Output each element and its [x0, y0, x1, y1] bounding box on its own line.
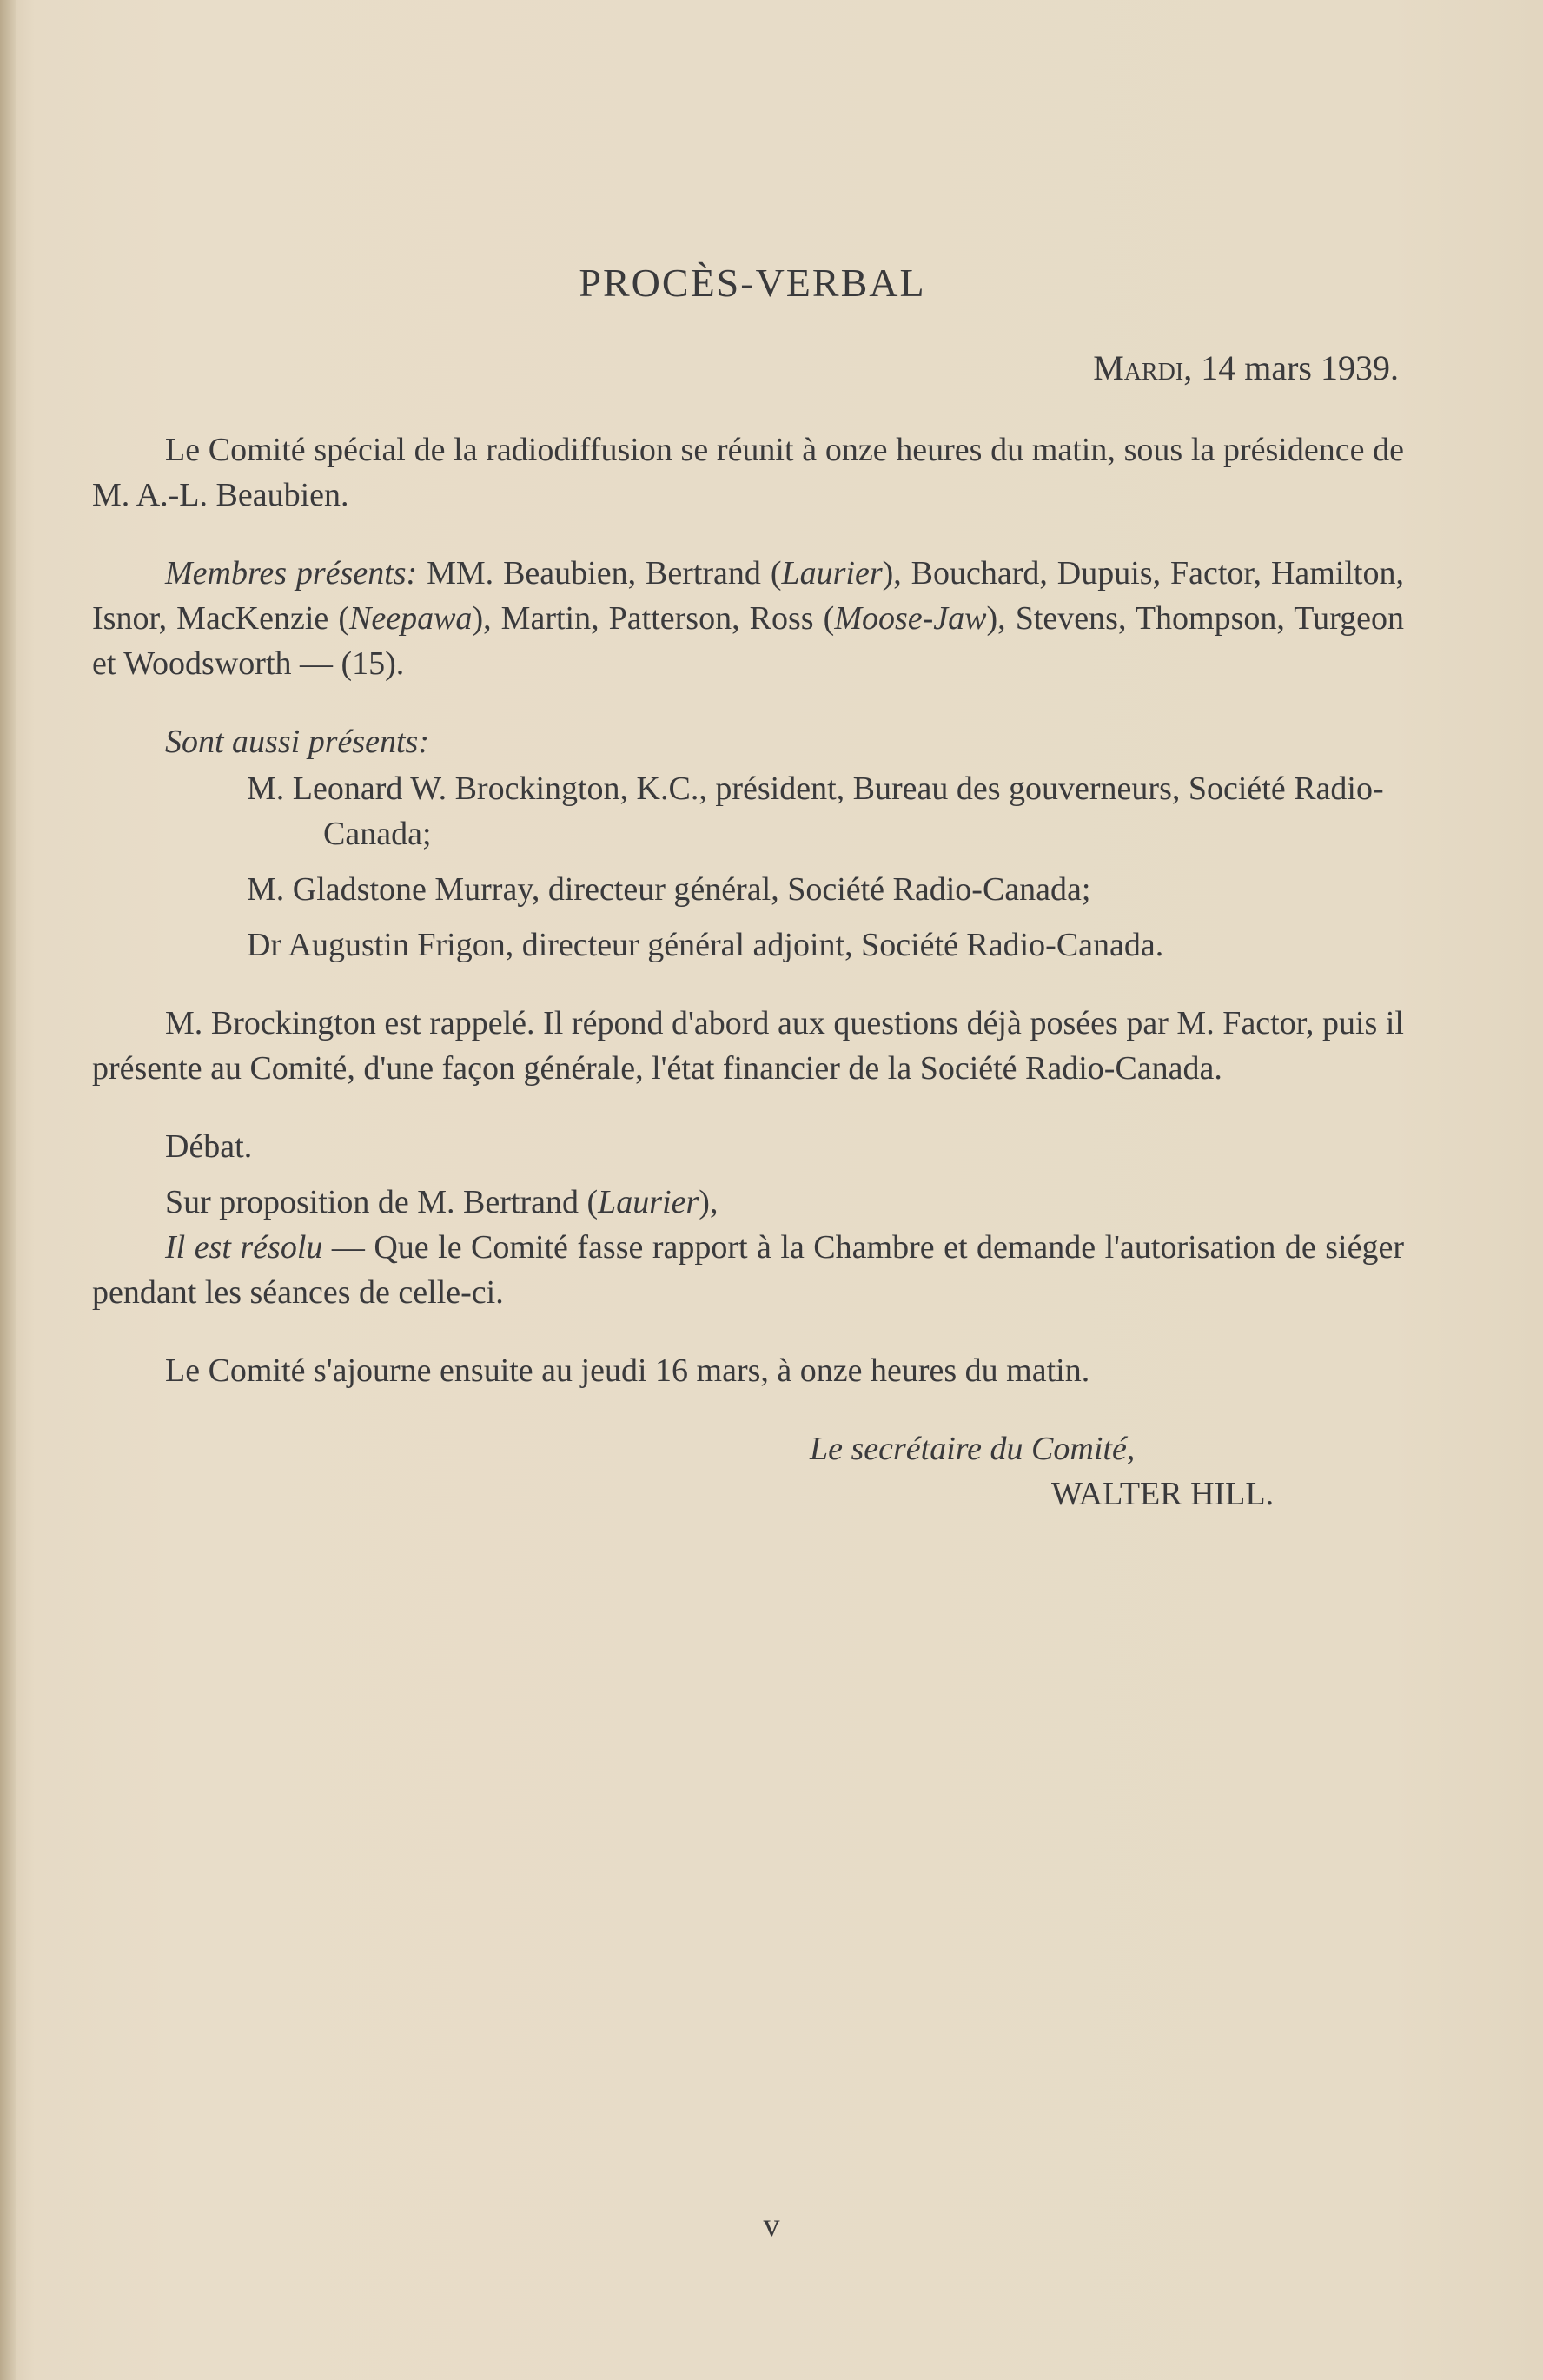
- resolution-paragraph: Il est résolu — Que le Comité fasse rapport à la Chambre et demande l'autorisation de siéger pendant les séances de celle-ci.: [92, 1229, 1404, 1311]
- page-number: v: [763, 2207, 780, 2244]
- intro-paragraph: Le Comité spécial de la radiodiffusion se réunit à onze heures du matin, sous la présidence de M. A.-L. Beaubien.: [92, 432, 1404, 513]
- also-present-heading: Sont aussi présents:: [165, 724, 429, 760]
- signature-block: [810, 1426, 1404, 1517]
- debate-line: Débat.: [165, 1128, 253, 1165]
- minutes-body: [92, 261, 1404, 1517]
- attendee-entry: M. Leonard W. Brockington, K.C., président, Bureau des gouverneurs, Société Radio-Canada;: [247, 770, 1384, 852]
- page-title: PROCÈS-VERBAL: [579, 261, 926, 305]
- signature-role: Le secrétaire du Comité,: [810, 1431, 1136, 1467]
- attendee-entry: Dr Augustin Frigon, directeur général adjoint, Société Radio-Canada.: [247, 927, 1164, 963]
- recall-paragraph: M. Brockington est rappelé. Il répond d'abord aux questions déjà posées par M. Factor, puis il présente au Comité, d'une façon générale, l'état financier de la Société Radio-Canada.: [92, 1005, 1404, 1087]
- signature-name: WALTER HILL.: [1051, 1476, 1275, 1512]
- members-present: Membres présents: MM. Beaubien, Bertrand (Laurier), Bouchard, Dupuis, Factor, Hamilton, Isnor, MacKenzie (Neepawa), Martin, Patterson, Ross (Moose-Jaw), Stevens, Thompson, Turgeon et Woodsworth — (15).: [92, 555, 1405, 682]
- attendee-entry: M. Gladstone Murray, directeur général, Société Radio-Canada;: [247, 871, 1091, 908]
- motion-line: Sur proposition de M. Bertrand (Laurier),: [165, 1184, 719, 1220]
- adjournment-paragraph: Le Comité s'ajourne ensuite au jeudi 16 mars, à onze heures du matin.: [165, 1352, 1090, 1389]
- book-spine-shadow: [0, 0, 16, 2380]
- meeting-date: Mardi, 14 mars 1939.: [1093, 348, 1399, 387]
